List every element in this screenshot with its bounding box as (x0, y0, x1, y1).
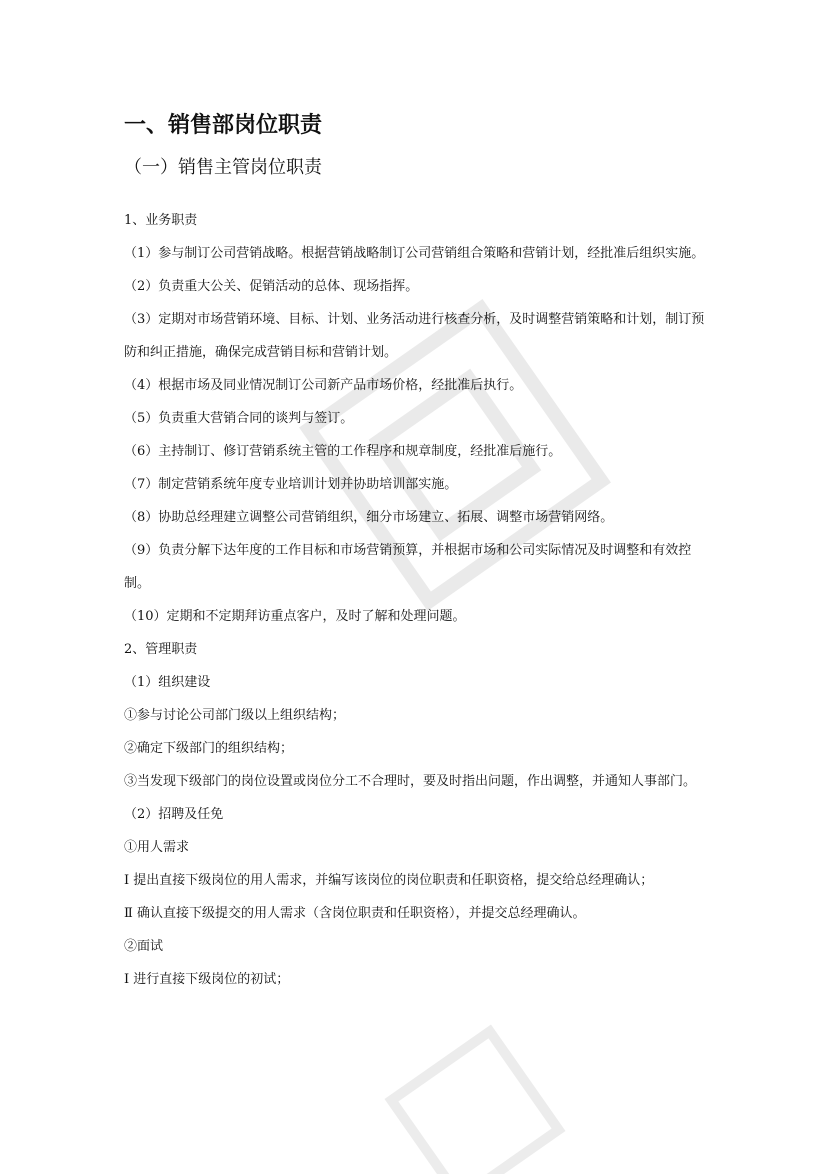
watermark-icon-bottom (371, 1011, 580, 1174)
paragraph-15: ②确定下级部门的组织结构； (124, 741, 294, 756)
paragraph-11: （10）定期和不定期拜访重点客户，及时了解和处理问题。 (124, 609, 466, 624)
paragraph-7: （6）主持制订、修订营销系统主管的工作程序和规章制度，经批准后施行。 (124, 444, 562, 459)
paragraph-22: Ⅰ 进行直接下级岗位的初试； (124, 972, 290, 987)
paragraph-1: 1、业务职责 (124, 213, 198, 228)
paragraph-2: （1）参与制订公司营销战略。根据营销战略制订公司营销组合策略和营销计划，经批准后组织实施。 (124, 246, 705, 261)
paragraph-12: 2、管理职责 (124, 642, 198, 657)
document-content (124, 108, 714, 996)
paragraph-6: （5）负责重大营销合同的谈判与签订。 (124, 411, 354, 426)
subsection-title: （一）销售主管岗位职责 (124, 157, 322, 178)
paragraph-18: ①用人需求 (124, 840, 190, 855)
paragraph-13: （1）组织建设 (124, 675, 211, 690)
paragraph-9: （8）协助总经理建立调整公司营销组织，细分市场建立、拓展、调整市场营销网络。 (124, 510, 614, 525)
paragraph-19: Ⅰ 提出直接下级岗位的用人需求，并编写该岗位的岗位职责和任职资格，提交给总经理确认； (124, 873, 654, 888)
paragraph-8: （7）制定营销系统年度专业培训计划并协助培训部实施。 (124, 477, 458, 492)
paragraph-16: ③当发现下级部门的岗位设置或岗位分工不合理时，要及时指出问题，作出调整，并通知人事部门。 (124, 774, 697, 789)
section-title: 一、销售部岗位职责 (124, 112, 323, 138)
paragraph-17: （2）招聘及任免 (124, 807, 224, 822)
paragraph-14: ①参与讨论公司部门级以上组织结构； (124, 708, 346, 723)
paragraph-5: （4）根据市场及同业情况制订公司新产品市场价格，经批准后执行。 (124, 378, 523, 393)
paragraph-10: （9）负责分解下达年度的工作目标和市场营销预算，并根据市场和公司实际情况及时调整和有效控制。 (124, 543, 692, 591)
paragraph-20: Ⅱ 确认直接下级提交的用人需求（含岗位职责和任职资格），并提交总经理确认。 (124, 906, 586, 921)
paragraph-3: （2）负责重大公关、促销活动的总体、现场指挥。 (124, 279, 419, 294)
paragraph-4: （3）定期对市场营销环境、目标、计划、业务活动进行核查分析，及时调整营销策略和计划，制订预防和纠正措施，确保完成营销目标和营销计划。 (124, 312, 705, 360)
paragraph-21: ②面试 (124, 939, 164, 954)
